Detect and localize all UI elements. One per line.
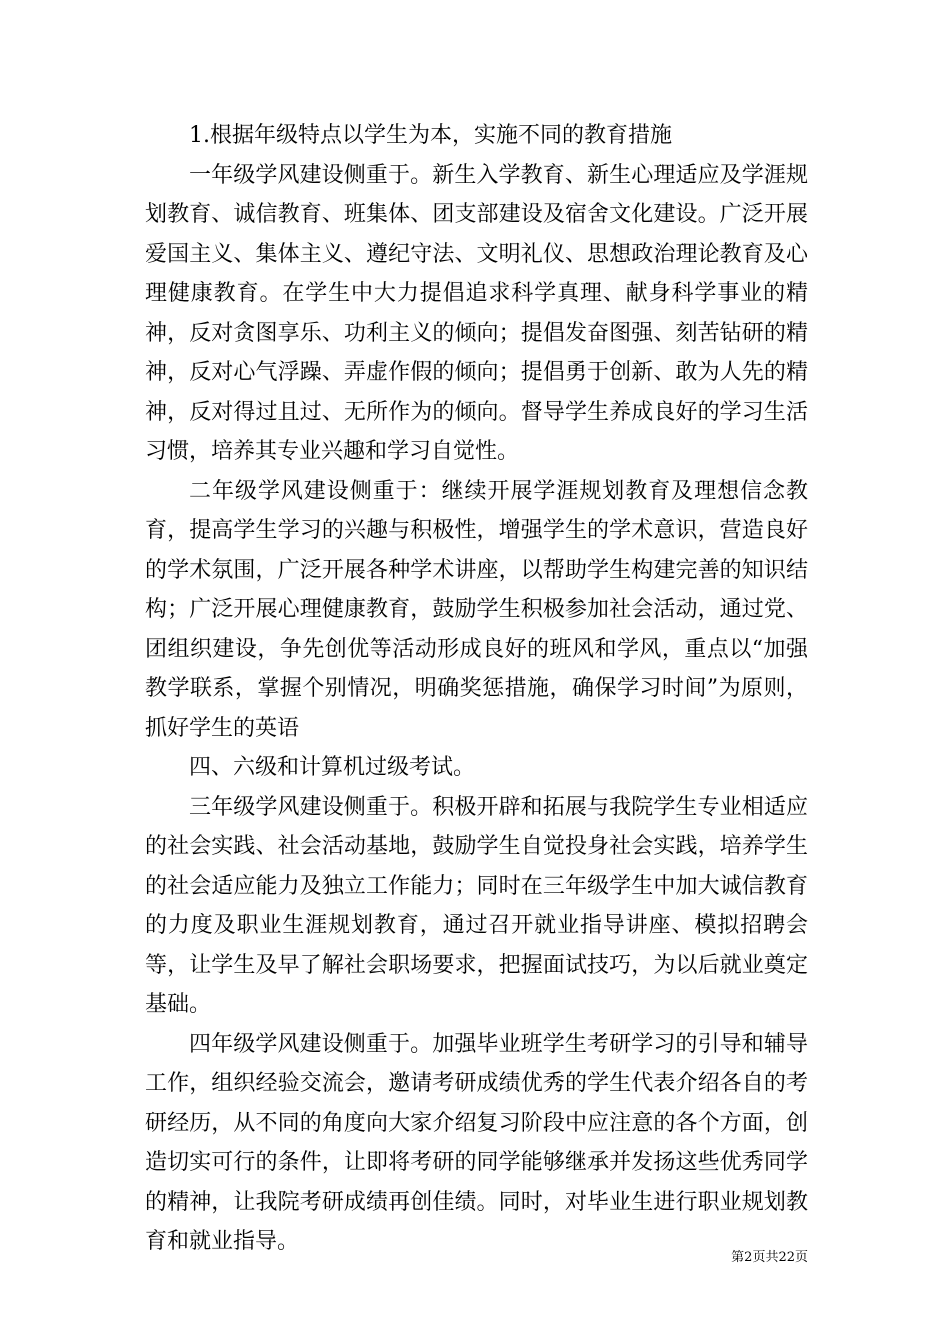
paragraph-fourth-year: 四年级学风建设侧重于。加强毕业班学生考研学习的引导和辅导工作，组织经验交流会，邀请考研成绩优秀的学生代表介绍各自的考研经历，从不同的角度向大家介绍复习阶段中应注意的各个方面，创造切实可行的条件，让即将考研的同学能够继承并发扬这些优秀同学的精神，让我院考研成绩再创佳绩。同时，对毕业生进行职业规划教育和就业指导。 — [145, 1031, 808, 1254]
document-body — [145, 116, 808, 1262]
paragraph-heading: 1.根据年级特点以学生为本，实施不同的教育措施 — [189, 123, 672, 148]
paragraph-second-year: 二年级学风建设侧重于：继续开展学涯规划教育及理想信念教育，提高学生学习的兴趣与积极性，增强学生的学术意识，营造良好的学术氛围，广泛开展各种学术讲座，以帮助学生构建完善的知识结构；广泛开展心理健康教育，鼓励学生积极参加社会活动，通过党、团组织建设，争先创优等活动形成良好的班风和学风，重点以“加强教学联系，掌握个别情况，明确奖惩措施，确保学习时间”为原则，抓好学生的英语 — [145, 478, 808, 741]
paragraph-third-year: 三年级学风建设侧重于。积极开辟和拓展与我院学生专业相适应的社会实践、社会活动基地，鼓励学生自觉投身社会实践，培养学生的社会适应能力及独立工作能力；同时在三年级学生中加大诚信教育的力度及职业生涯规划教育，通过召开就业指导讲座、模拟招聘会等，让学生及早了解社会职场要求，把握面试技巧，为以后就业奠定基础。 — [145, 794, 808, 1017]
paragraph-exam-note: 四、六级和计算机过级考试。 — [189, 755, 476, 780]
paragraph-first-year: 一年级学风建设侧重于。新生入学教育、新生心理适应及学涯规划教育、诚信教育、班集体、团支部建设及宿舍文化建设。广泛开展爱国主义、集体主义、遵纪守法、文明礼仪、思想政治理论教育及心理健康教育。在学生中大力提倡追求科学真理、献身科学事业的精神，反对贪图享乐、功利主义的倾向；提倡发奋图强、刻苦钻研的精神，反对心气浮躁、弄虚作假的倾向；提倡勇于创新、敢为人先的精神，反对得过且过、无所作为的倾向。督导学生养成良好的学习生活习惯，培养其专业兴趣和学习自觉性。 — [145, 162, 808, 464]
page-number: 第2页共22页 — [731, 1250, 808, 1265]
